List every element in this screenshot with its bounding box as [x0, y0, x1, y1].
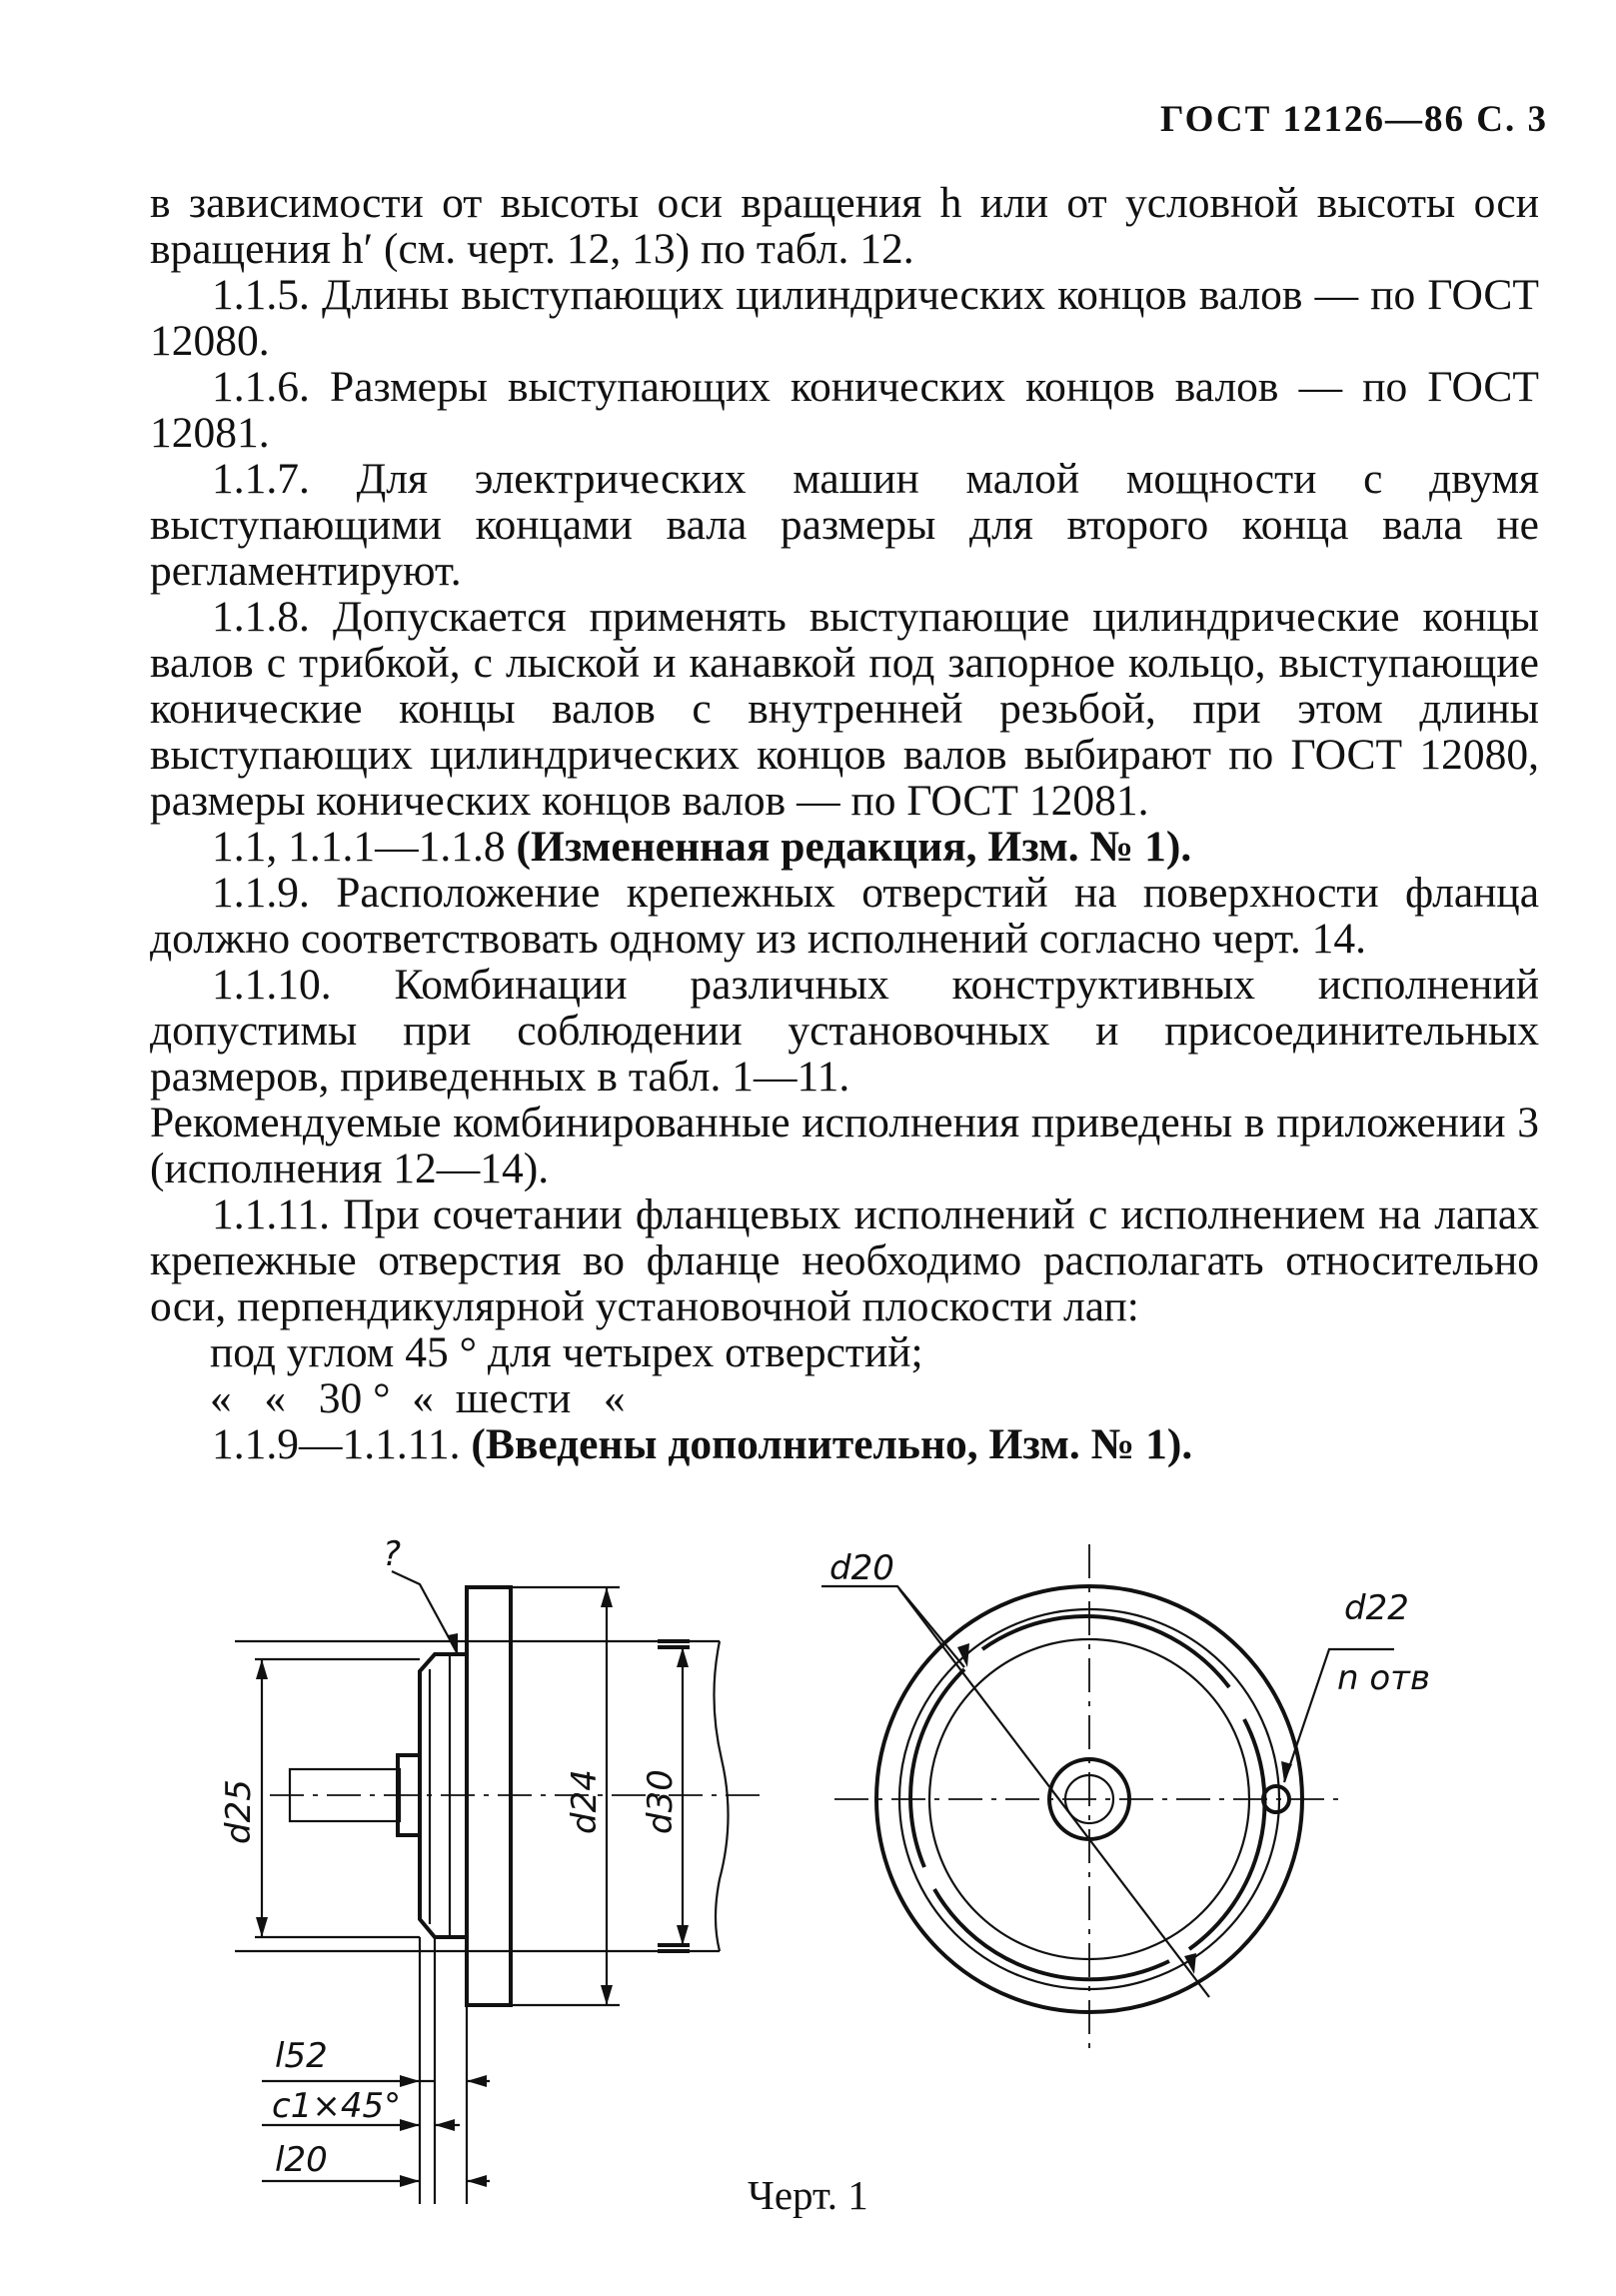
paragraph: в зависимости от высоты оси вращения h или от условной высоты оси вращения h′ (см. черт. 12, 13) по табл. 12.	[150, 179, 1539, 273]
figure-caption: Черт. 1	[748, 2172, 868, 2218]
dim-label-d20: d20	[829, 1548, 894, 1588]
paragraph: Рекомендуемые комбинированные исполнения приведены в приложении 3 (исполнения 12—14).	[150, 1099, 1539, 1192]
mark-label: ?	[383, 1534, 402, 1574]
dim-label-l52: l52	[275, 2036, 328, 2076]
page-header: ГОСТ 12126—86 С. 3	[1160, 99, 1548, 140]
front-view	[821, 1544, 1430, 2054]
hole-count-label: n отв	[1337, 1658, 1431, 1698]
dim-label-d22: d22	[1344, 1588, 1409, 1628]
dim-label-l20: l20	[275, 2140, 328, 2180]
dim-label-d25: d25	[219, 1779, 259, 1844]
paragraph: 1.1.10. Комбинации различных конструктивных исполнений допустимы при соблюдении установочных и присоединительных размеров, приведенных в табл. 1—11.	[150, 961, 1539, 1101]
side-view	[219, 1534, 760, 2204]
dim-label-d30: d30	[641, 1769, 681, 1834]
paragraph: « « 30 ° « шести «	[210, 1374, 626, 1422]
paragraph-lead: 1.1.9—1.1.11.	[212, 1420, 472, 1468]
dim-label-d24: d24	[565, 1769, 605, 1834]
paragraph: 1.1.7. Для электрических машин малой мощности с двумя выступающими концами вала размеры для второго конца вала не регламентируют.	[150, 455, 1539, 595]
dim-label-c1: c1×45°	[272, 2086, 402, 2126]
amendment-note: (Введены дополнительно, Изм. № 1).	[471, 1420, 1193, 1468]
paragraph: 1.1.11. При сочетании фланцевых исполнений с исполнением на лапах крепежные отверстия во фланце необходимо располагать относительно оси, перпендикулярной установочной плоскости лап:	[150, 1190, 1539, 1330]
paragraph: 1.1.9. Расположение крепежных отверстий на поверхности фланца должно соответствовать одному из исполнений согласно черт. 14.	[150, 869, 1539, 963]
paragraph: 1.1.5. Длины выступающих цилиндрических концов валов — по ГОСТ 12080.	[150, 271, 1539, 365]
paragraph: 1.1.6. Размеры выступающих конических концов валов — по ГОСТ 12081.	[150, 363, 1539, 457]
paragraph-lead: 1.1, 1.1.1—1.1.8	[212, 823, 517, 871]
paragraph: под углом 45 ° для четырех отверстий;	[210, 1328, 923, 1376]
paragraph: 1.1.8. Допускается применять выступающие цилиндрические концы валов с трибкой, с лыской и канавкой под запорное кольцо, выступающие конические концы валов с внутренней резьбой, при этом длины выступающих цилиндрических концов валов выбирают по ГОСТ 12080, размеры конических концов валов — по ГОСТ 12081.	[150, 593, 1539, 825]
amendment-note: (Измененная редакция, Изм. № 1).	[516, 823, 1192, 871]
